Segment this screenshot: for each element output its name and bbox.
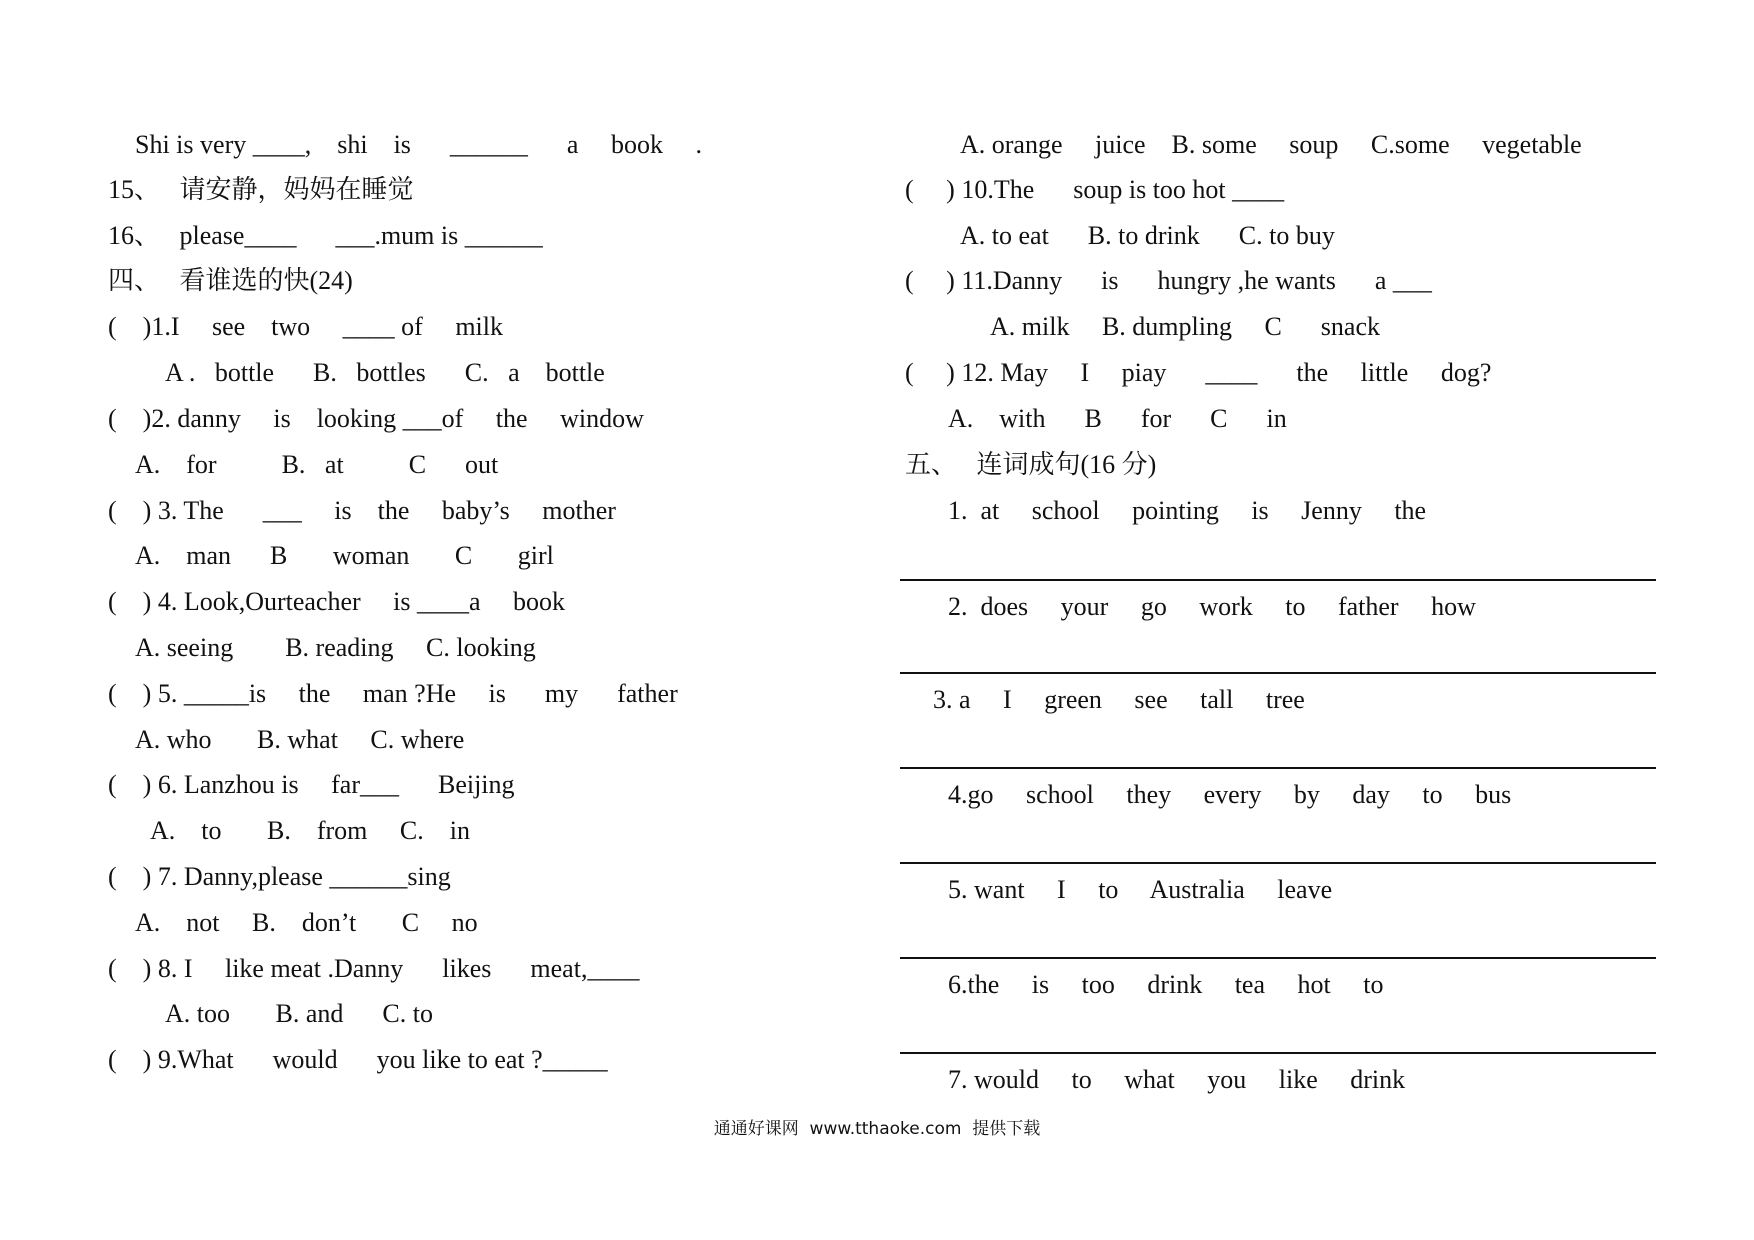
section4-heading: 四、 看谁选的快(24) [108,266,353,295]
question-5: ( ) 5. _____is the man ?He is my father [108,679,678,708]
answer-line-6 [900,1052,1656,1054]
question-3: ( ) 3. The ___ is the baby’s mother [108,496,616,525]
sentence-2: 2. does your go work to father how [948,592,1476,621]
sentence-4: 4.go school they every by day to bus [948,780,1512,809]
question-4-options: A. seeing B. reading C. looking [135,633,536,662]
question-7-options: A. not B. don’t C no [135,908,478,937]
sentence-5: 5. want I to Australia leave [948,875,1333,904]
question-1-options: A . bottle B. bottles C. a bottle [165,358,605,387]
q15-label: 15、 请安静，妈妈在睡觉 [108,175,414,204]
q16-line: 16、 please____ ___.mum is ______ [108,221,543,250]
question-6-options: A. to B. from C. in [150,816,470,845]
footer-credit: 通通好课网 www.tthaoke.com 提供下载 [713,1119,1041,1139]
answer-line-2 [900,672,1656,674]
question-9: ( ) 9.What would you like to eat ?_____ [108,1045,608,1074]
question-10: ( ) 10.The soup is too hot ____ [905,175,1285,204]
question-2: ( )2. danny is looking ___of the window [108,404,644,433]
sentence-3: 3. a I green see tall tree [933,685,1305,714]
section5-heading: 五、 连词成句(16 分) [905,450,1157,479]
question-7: ( ) 7. Danny,please ______sing [108,862,451,891]
question-12-options: A. with B for C in [948,404,1287,433]
question-1: ( )1.I see two ____ of milk [108,312,504,341]
question-9-options: A. orange juice B. some soup C.some vegetable [960,130,1582,159]
answer-line-1 [900,579,1656,581]
answer-line-3 [900,767,1656,769]
q14-answer-line: Shi is very ____, shi is ______ a book . [135,130,702,159]
answer-line-4 [900,862,1656,864]
question-10-options: A. to eat B. to drink C. to buy [960,221,1335,250]
sentence-7: 7. would to what you like drink [948,1065,1406,1094]
question-8: ( ) 8. I like meat .Danny likes meat,____ [108,954,640,983]
question-12: ( ) 12. May I piay ____ the little dog? [905,358,1492,387]
question-2-options: A. for B. at C out [135,450,499,479]
question-5-options: A. who B. what C. where [135,725,465,754]
question-6: ( ) 6. Lanzhou is far___ Beijing [108,770,515,799]
question-4: ( ) 4. Look,Ourteacher is ____a book [108,587,566,616]
answer-line-5 [900,957,1656,959]
sentence-1: 1. at school pointing is Jenny the [948,496,1427,525]
question-11: ( ) 11.Danny is hungry ,he wants a ___ [905,266,1432,295]
question-3-options: A. man B woman C girl [135,541,554,570]
question-11-options: A. milk B. dumpling C snack [990,312,1380,341]
sentence-6: 6.the is too drink tea hot to [948,970,1384,999]
question-8-options: A. too B. and C. to [165,999,433,1028]
